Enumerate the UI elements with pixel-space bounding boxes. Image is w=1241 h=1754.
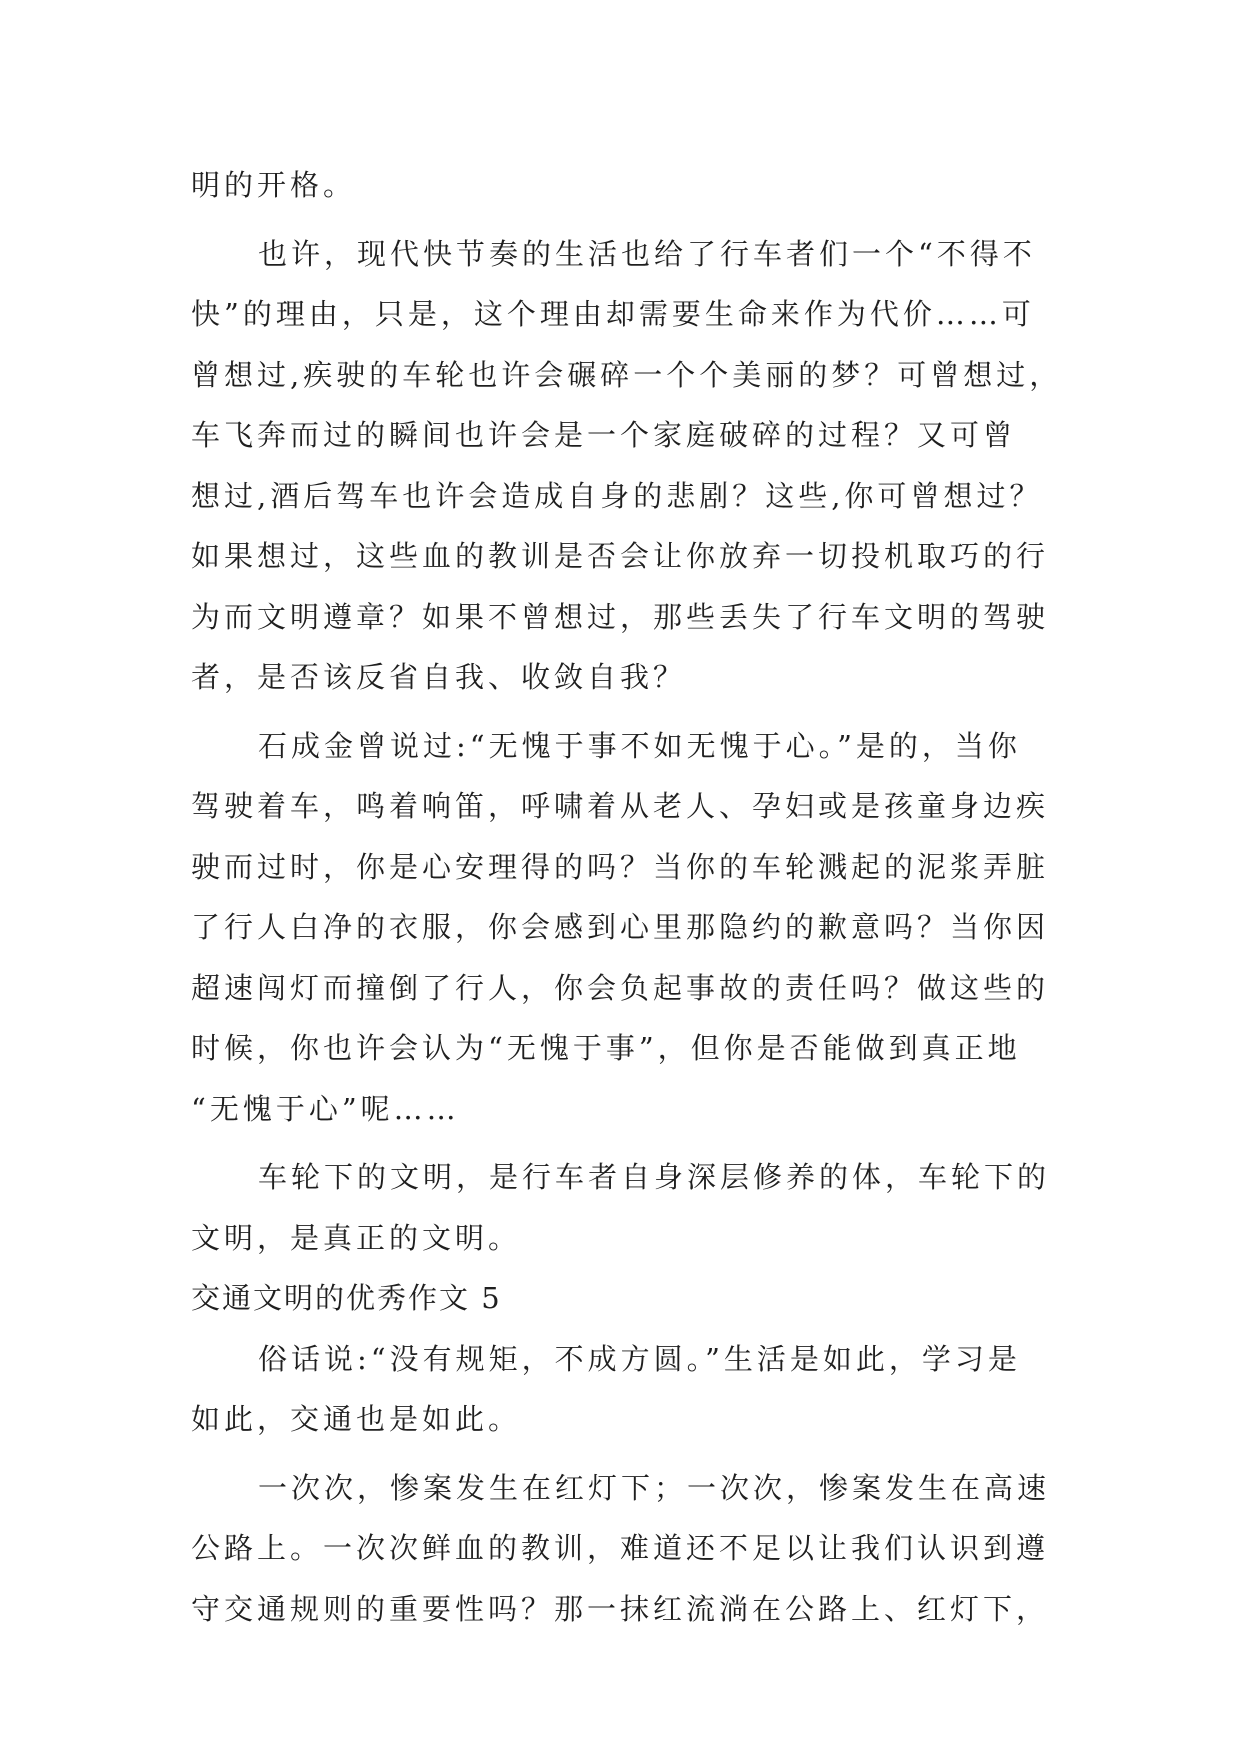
text-line: 驾驶着车，鸣着响笛，呼啸着从老人、孕妇或是孩童身边疾 (191, 789, 1050, 823)
text-line: 明的开格。 (191, 168, 357, 202)
paragraph-start: 石成金曾说过:“无愧于事不如无愧于心。”是的，当你 (258, 728, 1021, 763)
paragraph-start: 俗话说:“没有规矩，不成方圆。”生活是如此，学习是 (258, 1341, 1021, 1376)
section-heading: 交通文明的优秀作文 5 (191, 1281, 502, 1315)
text-line: 如此，交通也是如此。 (191, 1402, 522, 1436)
text-line: 为而文明遵章？如果不曾想过，那些丢失了行车文明的驾驶 (191, 599, 1050, 634)
text-line: 者，是否该反省自我、收敛自我？ (191, 660, 687, 694)
text-line: 超速闯灯而撞倒了行人，你会负起事故的责任吗？做这些的 (191, 970, 1050, 1005)
text-line: 公路上。一次次鲜血的教训，难道还不足以让我们认识到遵 (191, 1531, 1050, 1565)
document-body (191, 155, 1063, 1639)
text-line: 守交通规则的重要性吗？那一抹红流淌在公路上、红灯下， (191, 1591, 1050, 1626)
paragraph-start: 也许，现代快节奏的生活也给了行车者们一个“不得不 (258, 236, 1036, 271)
text-line: 驶而过时，你是心安理得的吗？当你的车轮溅起的泥浆弄脏 (191, 849, 1050, 884)
text-line: “无愧于心”呢…… (191, 1091, 460, 1126)
text-line: 想过,酒后驾车也许会造成自身的悲剧？这些,你可曾想过？ (191, 478, 1043, 513)
text-line: 车飞奔而过的瞬间也许会是一个家庭破碎的过程？又可曾 (191, 418, 1017, 452)
text-line: 时候，你也许会认为“无愧于事”，但你是否能做到真正地 (191, 1031, 1021, 1065)
text-line: 曾想过,疾驶的车轮也许会碾碎一个个美丽的梦？可曾想过， (191, 357, 1063, 392)
paragraph-start: 车轮下的文明，是行车者自身深层修养的体，车轮下的 (258, 1160, 1051, 1194)
text-line: 文明，是真正的文明。 (191, 1220, 522, 1255)
paragraph-start: 一次次，惨案发生在红灯下；一次次，惨案发生在高速 (258, 1470, 1051, 1505)
text-line: 如果想过，这些血的教训是否会让你放弃一切投机取巧的行 (191, 539, 1050, 573)
text-line: 快”的理由，只是，这个理由却需要生命来作为代价……可 (191, 297, 1035, 331)
text-line: 了行人白净的衣服，你会感到心里那隐约的歉意吗？当你因 (191, 910, 1050, 944)
